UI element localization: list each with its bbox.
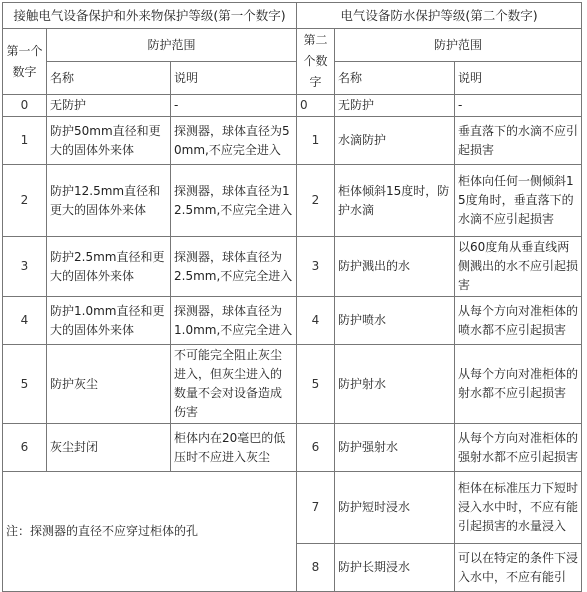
water-desc: 柜体在标准压力下短时浸入水中时，不应有能引起损害的水量浸入 (455, 472, 582, 544)
water-desc: 垂直落下的水滴不应引起损害 (455, 117, 582, 165)
water-desc: 从每个方向对准柜体的射水都不应引起损害 (455, 345, 582, 424)
solid-digit: 1 (3, 117, 47, 165)
water-digit: 1 (297, 117, 335, 165)
solid-desc: 探测器，球体直径为12.5mm,不应完全进入 (171, 165, 297, 237)
table-row (3, 95, 582, 117)
solid-desc: - (171, 95, 297, 117)
water-digit: 6 (297, 424, 335, 472)
solid-name: 灰尘封闭 (47, 424, 171, 472)
water-digit: 4 (297, 297, 335, 345)
water-col-desc: 说明 (455, 62, 582, 95)
water-name: 防护射水 (335, 345, 455, 424)
solid-desc: 不可能完全阻止灰尘进入，但灰尘进入的数量不会对设备造成伤害 (171, 345, 297, 424)
table-row (3, 237, 582, 297)
water-desc: 可以在特定的条件下浸入水中，不应有能引 (455, 544, 582, 592)
water-digit: 3 (297, 237, 335, 297)
water-col-scope: 防护范围 (335, 29, 582, 62)
solid-digit: 3 (3, 237, 47, 297)
water-desc: - (455, 95, 582, 117)
water-digit: 2 (297, 165, 335, 237)
solid-digit: 4 (3, 297, 47, 345)
water-name: 防护长期浸水 (335, 544, 455, 592)
solid-note: 注：探测器的直径不应穿过柜体的孔 (3, 472, 297, 592)
water-col-name: 名称 (335, 62, 455, 95)
water-desc: 从每个方向对准柜体的喷水都不应引起损害 (455, 297, 582, 345)
solid-name: 防护50mm直径和更大的固体外来体 (47, 117, 171, 165)
solid-col-desc: 说明 (171, 62, 297, 95)
water-digit: 5 (297, 345, 335, 424)
solid-desc: 探测器，球体直径为2.5mm,不应完全进入 (171, 237, 297, 297)
solid-name: 防护灰尘 (47, 345, 171, 424)
water-desc: 柜体向任何一侧倾斜15度角时，垂直落下的水滴不应引起损害 (455, 165, 582, 237)
solid-digit: 0 (3, 95, 47, 117)
solid-name: 防护12.5mm直径和更大的固体外来体 (47, 165, 171, 237)
table-row (3, 297, 582, 345)
solid-digit: 2 (3, 165, 47, 237)
table-row (3, 424, 582, 472)
water-col-digit: 第二个数字 (297, 29, 335, 95)
solid-name: 防护1.0mm直径和更大的固体外来体 (47, 297, 171, 345)
table-row (3, 117, 582, 165)
solid-name: 防护2.5mm直径和更大的固体外来体 (47, 237, 171, 297)
water-digit: 8 (297, 544, 335, 592)
water-name: 无防护 (335, 95, 455, 117)
water-table-title: 电气设备防水保护等级(第二个数字) (297, 3, 582, 29)
water-desc: 以60度角从垂直线两侧溅出的水不应引起损害 (455, 237, 582, 297)
solid-col-name: 名称 (47, 62, 171, 95)
water-digit: 7 (297, 472, 335, 544)
solid-desc: 探测器，球体直径为50mm,不应完全进入 (171, 117, 297, 165)
water-name: 防护喷水 (335, 297, 455, 345)
solid-desc: 柜体内在20毫巴的低压时不应进入灰尘 (171, 424, 297, 472)
solid-table-title: 接触电气设备保护和外来物保护等级(第一个数字) (3, 3, 297, 29)
table-row (3, 345, 582, 424)
water-digit: 0 (297, 95, 335, 117)
table-row (3, 165, 582, 237)
water-name: 防护溅出的水 (335, 237, 455, 297)
solid-name: 无防护 (47, 95, 171, 117)
solid-digit: 6 (3, 424, 47, 472)
water-name: 防护强射水 (335, 424, 455, 472)
ip-rating-table (2, 2, 582, 592)
solid-desc: 探测器，球体直径为1.0mm,不应完全进入 (171, 297, 297, 345)
table-row (3, 472, 582, 544)
solid-digit: 5 (3, 345, 47, 424)
water-name: 水滴防护 (335, 117, 455, 165)
solid-col-digit: 第一个数字 (3, 29, 47, 95)
solid-col-scope: 防护范围 (47, 29, 297, 62)
water-name: 防护短时浸水 (335, 472, 455, 544)
water-name: 柜体倾斜15度时，防护水滴 (335, 165, 455, 237)
water-desc: 从每个方向对准柜体的强射水都不应引起损害 (455, 424, 582, 472)
